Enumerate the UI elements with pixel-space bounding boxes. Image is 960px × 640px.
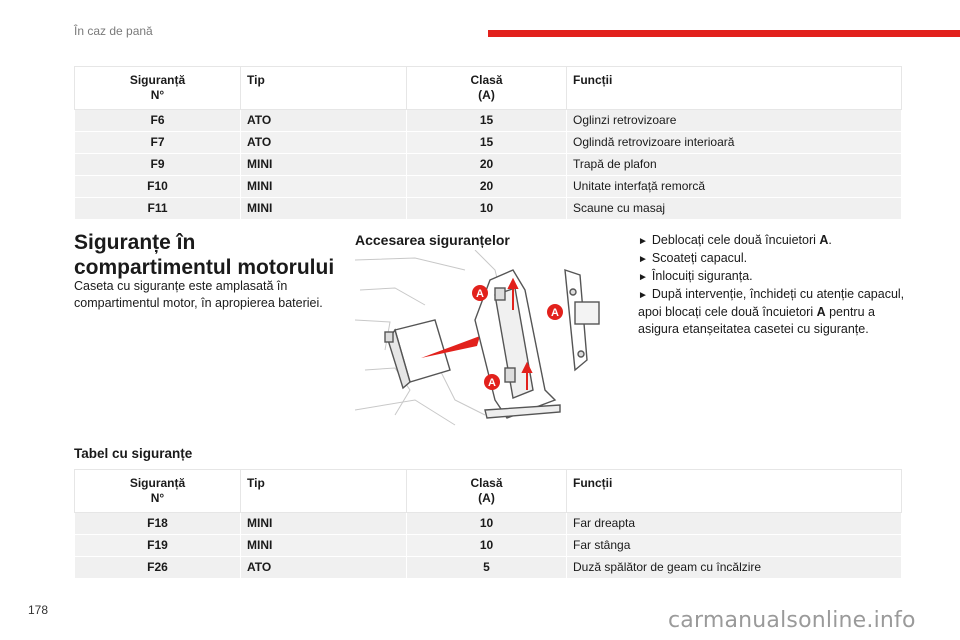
marker-a-label: A	[488, 377, 496, 389]
fuse-rating: 10	[407, 513, 567, 535]
engine-fuses-title: Siguranțe în compartimentul motorului	[74, 231, 335, 279]
fuse-function: Scaune cu masaj	[567, 198, 902, 220]
table-row	[75, 535, 902, 557]
header-rating: Clasă (A)	[407, 67, 567, 110]
list-item: ► Deblocați cele două încuietori A.	[638, 233, 832, 247]
header-type: Tip	[241, 67, 407, 110]
table-row	[75, 513, 902, 535]
fuse-function: Far stânga	[567, 535, 902, 557]
table-row	[75, 176, 902, 198]
fuse-rating: 10	[407, 198, 567, 220]
table-header-row	[75, 67, 902, 110]
fuse-type: MINI	[241, 176, 407, 198]
fuse-function: Far dreapta	[567, 513, 902, 535]
fuse-number: F7	[75, 132, 241, 154]
triangle-bullet-icon: ►	[638, 290, 648, 301]
fuse-type: MINI	[241, 535, 407, 557]
fuse-type: MINI	[241, 154, 407, 176]
triangle-bullet-icon: ►	[638, 272, 648, 283]
fuse-function: Oglinzi retrovizoare	[567, 110, 902, 132]
table-row	[75, 110, 902, 132]
header-functions: Funcții	[567, 67, 902, 110]
fuse-rating: 20	[407, 176, 567, 198]
table-row	[75, 132, 902, 154]
fuse-function: Unitate interfață remorcă	[567, 176, 902, 198]
table-row	[75, 154, 902, 176]
access-steps-list	[638, 232, 918, 338]
header-accent-bar	[488, 30, 960, 37]
fuse-number: F18	[75, 513, 241, 535]
fuse-number: F6	[75, 110, 241, 132]
list-item: ► Scoateți capacul.	[638, 251, 748, 265]
header-fuse-number: Siguranță N°	[75, 470, 241, 513]
table-row	[75, 198, 902, 220]
header-rating: Clasă (A)	[407, 470, 567, 513]
fuse-rating: 5	[407, 557, 567, 579]
fuse-number: F9	[75, 154, 241, 176]
fuse-rating: 15	[407, 132, 567, 154]
fuse-type: ATO	[241, 110, 407, 132]
fuse-type: ATO	[241, 132, 407, 154]
fuse-number: F11	[75, 198, 241, 220]
list-item: ► Înlocuiți siguranța.	[638, 269, 753, 283]
fuse-table-top	[74, 66, 902, 220]
page-number: 178	[28, 603, 49, 617]
fuse-table-bottom	[74, 469, 902, 579]
fuse-function: Duză spălător de geam cu încălzire	[567, 557, 902, 579]
section-header: În caz de pană	[74, 24, 153, 38]
header-fuse-number: Siguranță N°	[75, 67, 241, 110]
table-header-row	[75, 470, 902, 513]
fuse-type: MINI	[241, 513, 407, 535]
fuse-function: Oglindă retrovizoare interioară	[567, 132, 902, 154]
fuse-type: MINI	[241, 198, 407, 220]
fuse-rating: 15	[407, 110, 567, 132]
engine-fuses-description: Caseta cu siguranțe este amplasată în compartimentul motor, în apropierea bateriei.	[74, 279, 323, 310]
access-fuses-title: Accesarea siguranțelor	[355, 232, 510, 248]
fuse-rating: 10	[407, 535, 567, 557]
header-functions: Funcții	[567, 470, 902, 513]
header-type: Tip	[241, 470, 407, 513]
fuse-number: F10	[75, 176, 241, 198]
triangle-bullet-icon: ►	[638, 236, 648, 247]
fuse-type: ATO	[241, 557, 407, 579]
marker-a-label: A	[551, 307, 559, 319]
table-row	[75, 557, 902, 579]
marker-a-label: A	[476, 288, 484, 300]
fuse-number: F19	[75, 535, 241, 557]
fuse-number: F26	[75, 557, 241, 579]
fuse-table-title: Tabel cu siguranțe	[74, 446, 193, 461]
fuse-function: Trapă de plafon	[567, 154, 902, 176]
watermark: carmanualsonline.info	[668, 608, 916, 633]
list-item: ► După intervenție, închideți cu atenție capacul, apoi blocați cele două încuietori A pentru a asigura etanșeitatea casetei cu siguranțe.	[638, 287, 905, 336]
fuse-box-diagram	[355, 250, 615, 430]
fuse-rating: 20	[407, 154, 567, 176]
triangle-bullet-icon: ►	[638, 254, 648, 265]
